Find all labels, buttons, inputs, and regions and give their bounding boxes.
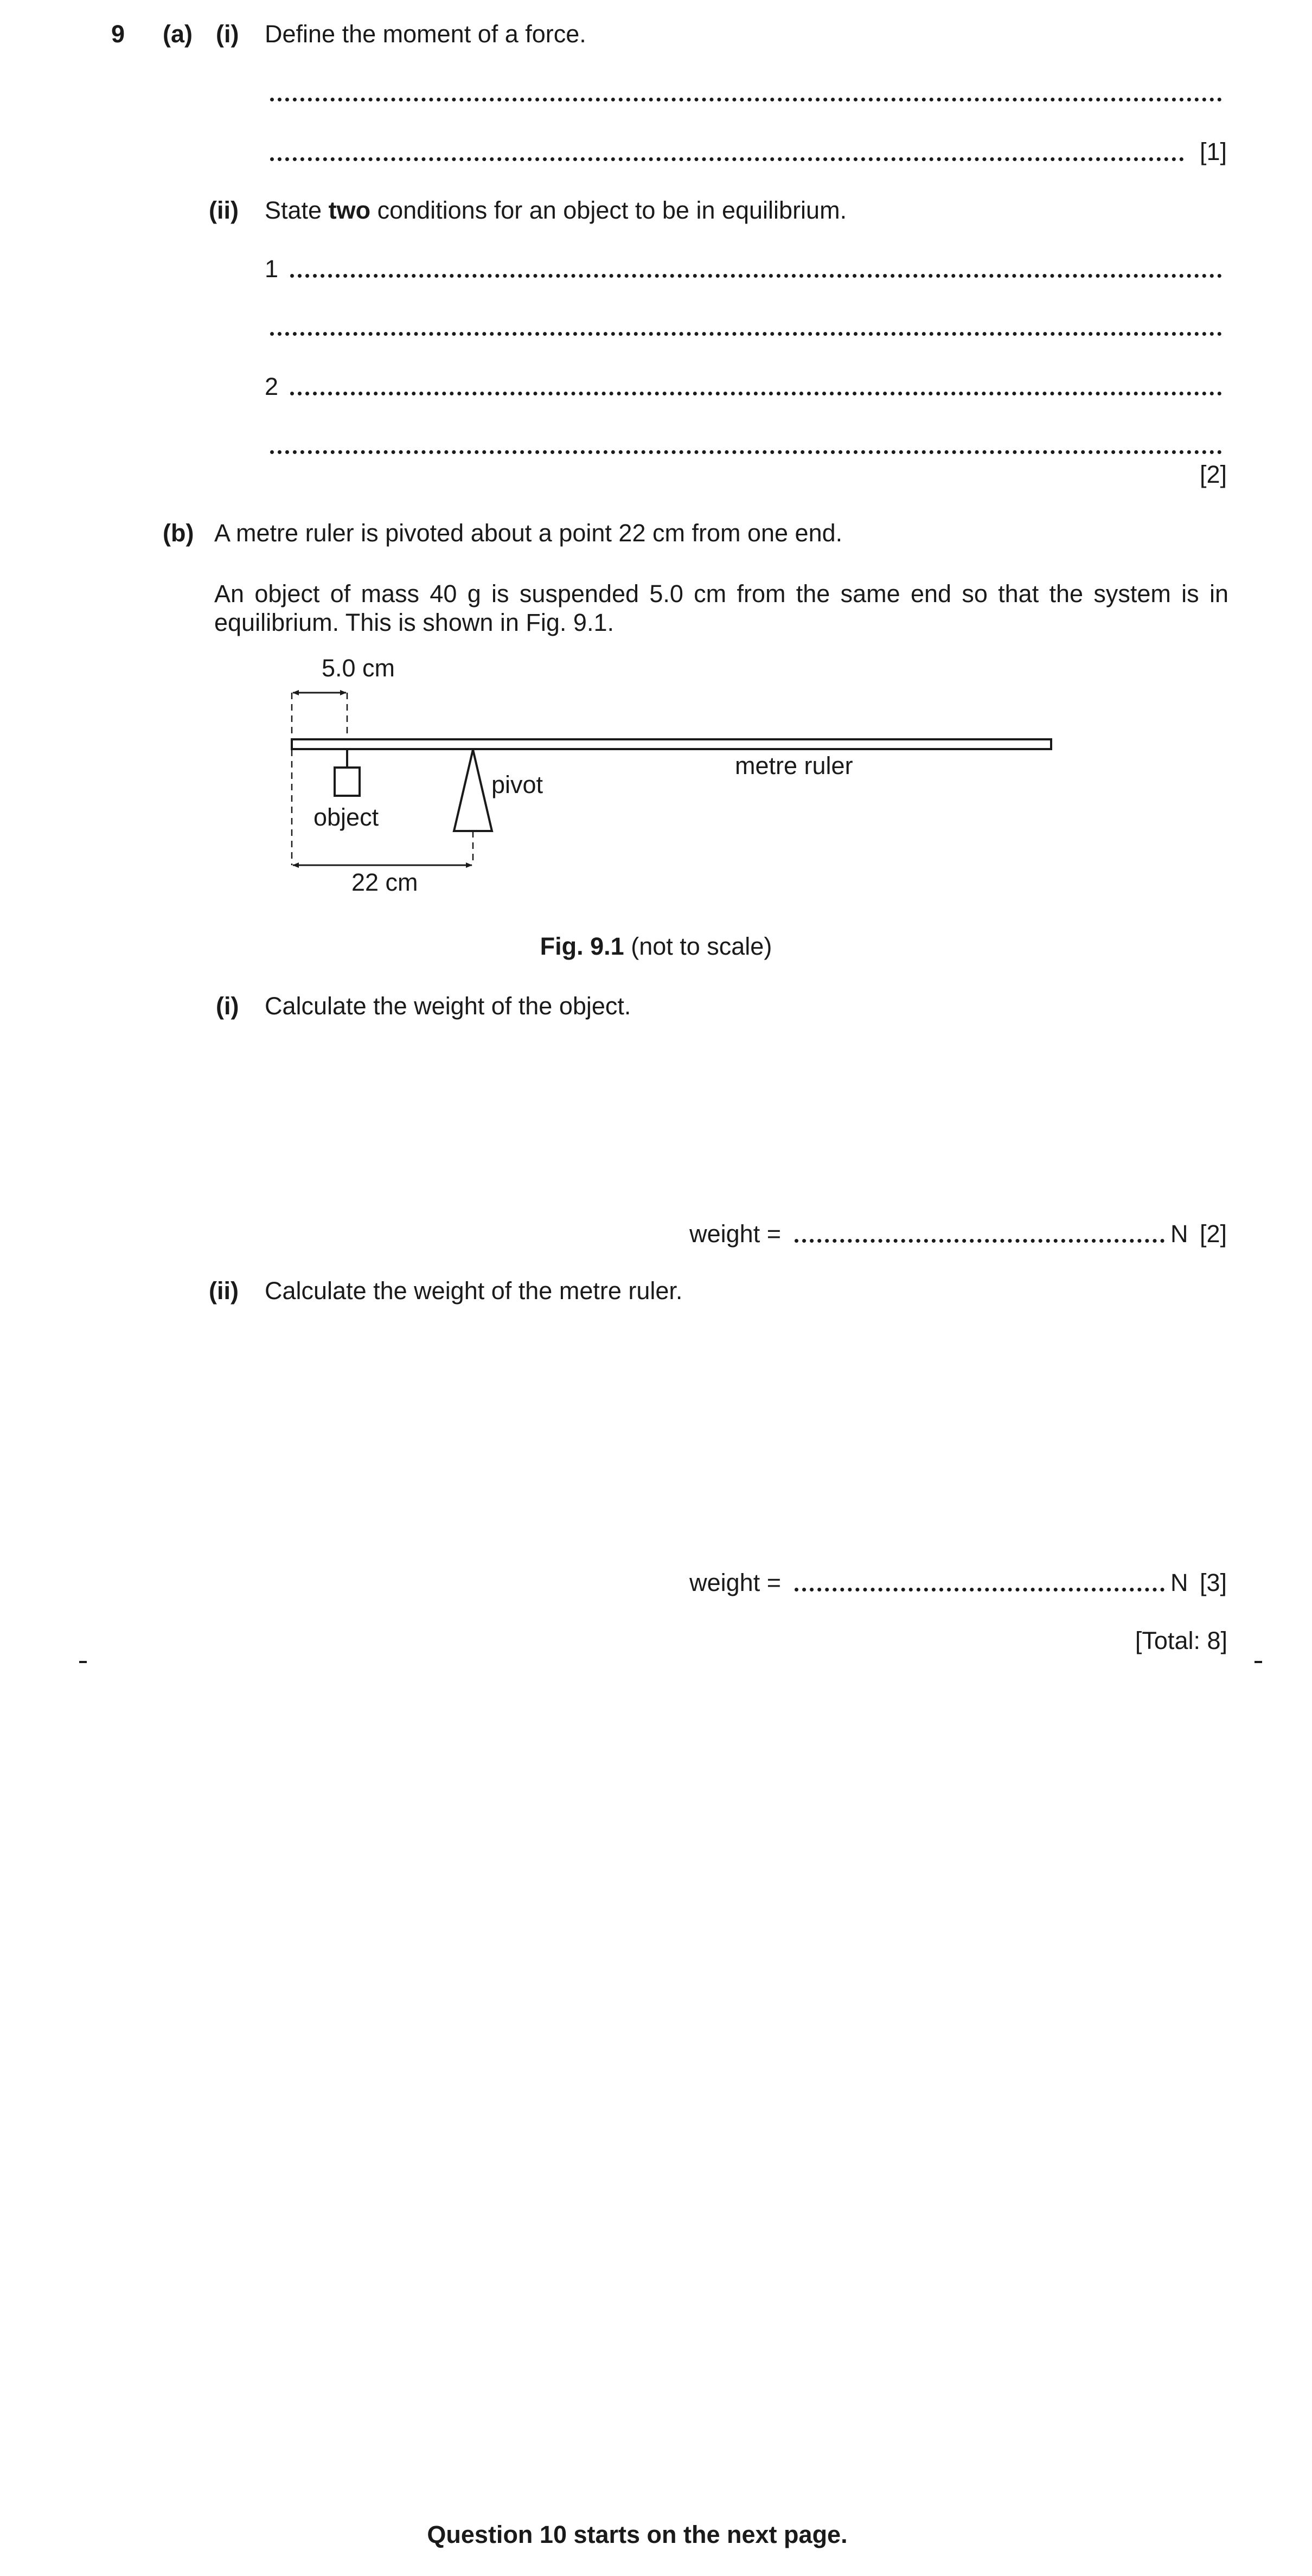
answer-line[interactable] — [290, 392, 1222, 395]
condition-2-number: 2 — [265, 373, 279, 400]
subpart-a-ii-label: (ii) — [209, 196, 239, 224]
part-b-intro-2: An object of mass 40 g is suspended 5.0 cm from the same end so that the system is in equilibrium. This is shown in Fig. 9.1. — [214, 580, 1228, 636]
dimension-5cm-label: 5.0 cm — [322, 654, 395, 682]
object-label: object — [313, 803, 379, 831]
margin-mark-left — [79, 1661, 87, 1663]
subpart-b-ii-label: (ii) — [209, 1277, 239, 1305]
answer-line[interactable] — [290, 274, 1222, 278]
part-b-intro-1: A metre ruler is pivoted about a point 22 cm from one end. — [214, 519, 843, 547]
subpart-b-i-label: (i) — [216, 992, 239, 1020]
metre-ruler — [292, 739, 1051, 749]
dimension-22cm-label: 22 cm — [351, 868, 418, 896]
part-a-label: (a) — [163, 20, 193, 48]
unit-label: N — [1170, 1220, 1188, 1248]
suspended-object — [335, 768, 360, 796]
answer-line[interactable] — [270, 332, 1222, 336]
answer-prefix: weight = — [689, 1220, 781, 1248]
answer-line[interactable] — [270, 450, 1222, 454]
figure-9-1 — [271, 648, 1085, 909]
subpart-a-ii-text: State two conditions for an object to be in equilibrium. — [265, 196, 847, 224]
pivot-triangle — [454, 750, 492, 831]
answer-line[interactable] — [270, 98, 1222, 101]
condition-1-number: 1 — [265, 255, 279, 283]
margin-mark-right — [1255, 1661, 1262, 1663]
answer-line[interactable] — [270, 157, 1184, 161]
subpart-b-ii-text: Calculate the weight of the metre ruler. — [265, 1277, 683, 1305]
pivot-label: pivot — [491, 771, 543, 798]
answer-line[interactable] — [795, 1239, 1164, 1243]
metre-ruler-label: metre ruler — [735, 752, 853, 779]
figure-caption: Fig. 9.1 (not to scale) — [540, 932, 772, 960]
marks-a-i: [1] — [1200, 138, 1227, 165]
marks-b-i: [2] — [1200, 1220, 1227, 1248]
footer-next-question: Question 10 starts on the next page. — [427, 2521, 848, 2548]
answer-prefix: weight = — [689, 1569, 781, 1596]
answer-line[interactable] — [795, 1588, 1164, 1591]
subpart-b-i-text: Calculate the weight of the object. — [265, 992, 631, 1020]
total-marks: [Total: 8] — [1135, 1627, 1227, 1654]
question-number: 9 — [111, 20, 125, 48]
subpart-a-i-label: (i) — [216, 20, 239, 48]
unit-label: N — [1170, 1569, 1188, 1596]
marks-a-ii: [2] — [1200, 461, 1227, 488]
subpart-a-i-text: Define the moment of a force. — [265, 20, 586, 48]
part-b-label: (b) — [163, 519, 194, 547]
marks-b-ii: [3] — [1200, 1569, 1227, 1596]
